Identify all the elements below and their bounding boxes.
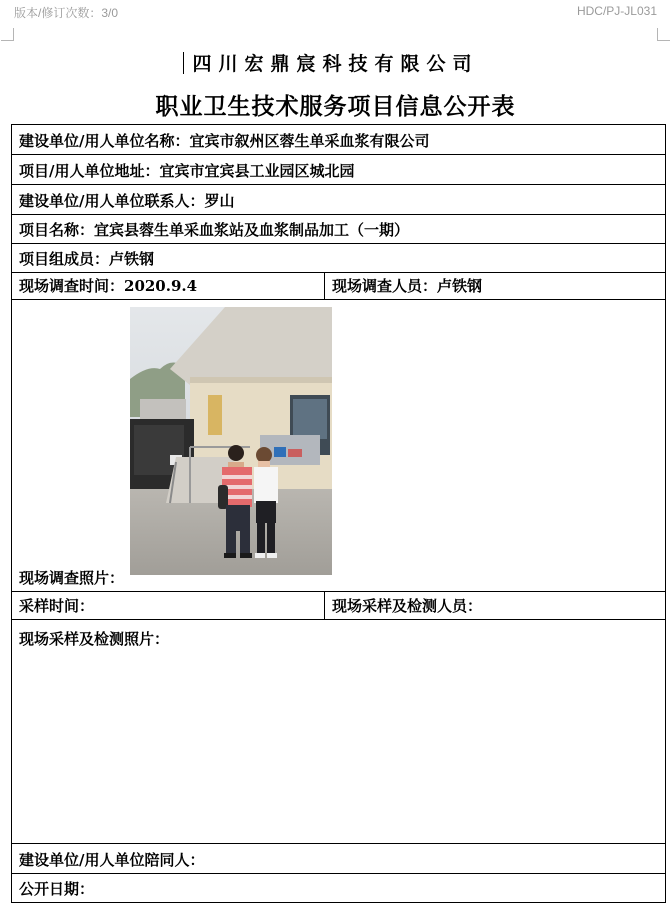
- survey-photo-label: 现场调查照片：: [19, 569, 125, 587]
- accompany-text: 建设单位/用人单位陪同人：: [19, 851, 205, 869]
- project-name-text: 项目名称：宜宾县蓉生单采血浆站及血浆制品加工（一期）: [19, 221, 410, 239]
- form-title: 职业卫生技术服务项目信息公开表: [155, 93, 516, 120]
- row-unit-name: [11, 124, 666, 155]
- publish-date-text: 公开日期：: [19, 880, 95, 898]
- row-unit-address: [11, 155, 666, 185]
- row-publish-date: [11, 874, 666, 903]
- survey-staff-text: 现场调查人员：卢铁钢: [332, 277, 483, 295]
- sampling-time-text: 采样时间：: [19, 597, 95, 615]
- column-divider: [324, 273, 325, 299]
- version-label: 版本/修订次数：3/0: [14, 6, 119, 20]
- survey-photo: [130, 307, 332, 575]
- row-sampling-time: [11, 592, 666, 620]
- unit-contact-text: 建设单位/用人单位联系人：罗山: [19, 192, 235, 210]
- text-cursor: [183, 52, 184, 74]
- row-unit-contact: [11, 185, 666, 215]
- row-survey-photo: [11, 300, 666, 592]
- company-name: 四川宏鼎宸科技有限公司: [192, 53, 479, 75]
- unit-address-text: 项目/用人单位地址：宜宾市宜宾县工业园区城北园: [19, 162, 355, 180]
- survey-time-text: 现场调查时间：2020.9.4: [19, 277, 198, 295]
- row-project-name: [11, 215, 666, 244]
- column-divider: [324, 592, 325, 619]
- row-sampling-photo: [11, 620, 666, 844]
- unit-name-text: 建设单位/用人单位名称：宜宾市叙州区蓉生单采血浆有限公司: [19, 132, 430, 150]
- info-table: [11, 124, 666, 903]
- crop-mark-right: [657, 28, 670, 41]
- project-members-text: 项目组成员：卢铁钢: [19, 250, 155, 268]
- sampling-staff-text: 现场采样及检测人员：: [332, 597, 483, 615]
- row-project-members: [11, 244, 666, 273]
- document-code: HDC/PJ-JL031: [576, 4, 657, 18]
- crop-mark-left: [1, 28, 14, 41]
- sampling-photo-label: 现场采样及检测照片：: [19, 630, 170, 648]
- row-accompany: [11, 844, 666, 874]
- row-survey-time: [11, 273, 666, 300]
